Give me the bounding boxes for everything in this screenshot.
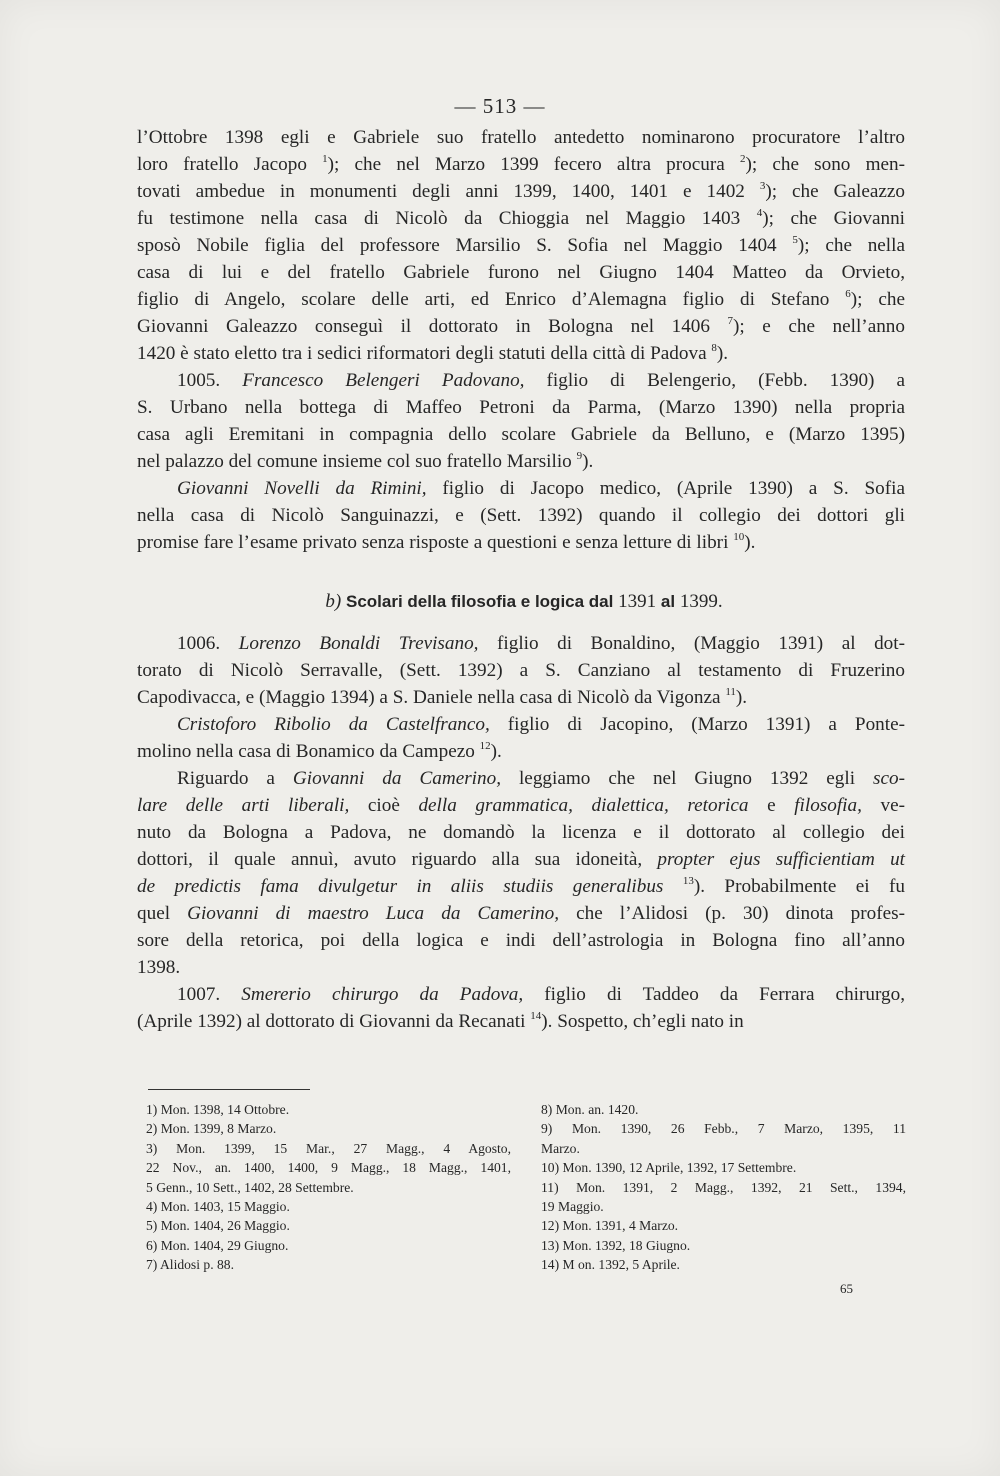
italic-text: Giovanni di maestro Luca da Camerino, [187,903,560,924]
footnote: 9) Mon. 1390, 26 Febb., 7 Marzo, 1395, 11 [541,1121,906,1137]
paragraph-1005 [137,367,905,475]
text-line: 1007. Smererio chirurgo da Padova, figlio di Taddeo da Ferrara chirurgo, [177,984,906,1005]
footnote-ref: 13 [682,875,694,887]
footnote: 2) Mon. 1399, 8 Marzo. [146,1121,277,1137]
text-line: quel Giovanni di maestro Luca da Camerino, che l’Alidosi (p. 30) dinota profes- [137,903,905,924]
footnote-ref: 7 [727,315,734,327]
footnote: 13) Mon. 1392, 18 Giugno. [541,1237,691,1253]
text-line: promise fare l’esame privato senza risposte a questioni e senza letture di libri $^{10}$). [137,531,756,553]
footnote-ref: 1 [322,153,328,165]
paragraph-giovanni-novelli [137,475,905,556]
footnote-ref: 6 [845,288,851,300]
footnote: 5 Genn., 10 Sett., 1402, 28 Settembre. [146,1179,354,1195]
text-line: nella casa di Nicolò Sanguinazzi, e (Sett. 1392) quando il collegio dei dottori gli [137,505,905,526]
spacer [137,556,905,583]
footnote-ref: 2 [739,153,746,165]
footnote: 5) Mon. 1404, 26 Maggio. [146,1218,290,1234]
text-line: torato di Nicolò Serravalle, (Sett. 1392) a S. Canziano al testamento di Fruzerino [137,660,905,681]
text-line: Giovanni Galeazzo conseguì il dottorato in Bologna nel 1406 $^7$); e che nell’anno [137,315,905,337]
italic-text: lare delle arti liberali, [137,795,350,816]
footnote: 4) Mon. 1403, 15 Maggio. [146,1199,290,1215]
italic-text: Smererio chirurgo da Padova, [241,984,524,1005]
footnote-rule [148,1089,310,1090]
spacer [137,620,905,630]
paragraph-cristoforo-ribolio [137,711,905,765]
text-line: nuto da Bologna a Padova, ne domandò la licenza e il dottorato al collegio dei [137,822,905,843]
italic-text: Francesco Belengeri Padovano, [242,370,525,391]
footnote: 7) Alidosi p. 88. [146,1257,234,1273]
text-line: figlio di Angelo, scolare delle arti, ed Enrico d’Alemagna figlio di Stefano $^6$); che [137,288,905,310]
footnote-ref: 5 [792,234,798,246]
footnote-ref: 4 [756,207,763,219]
text-line: dottori, il quale annuì, avuto riguardo alla sua idoneità, propter ejus sufficientiam ut [137,849,905,870]
footnote: Marzo. [541,1140,580,1156]
footnotes-right [541,1100,906,1275]
text-line: nel palazzo del comune insieme col suo fratello Marsilio $^9$). [137,450,594,472]
footnote-ref: 9 [576,450,583,462]
italic-text: propter ejus sufficientiam ut [657,849,905,870]
italic-text: Lorenzo Bonaldi Trevisano, [238,633,479,654]
text-line: Cristoforo Ribolio da Castelfranco, figlio di Jacopino, (Marzo 1391) a Ponte- [177,714,905,735]
text-line: lare delle arti liberali, cioè della grammatica, dialettica, retorica e filosofia, ve- [137,795,905,816]
footnote: 6) Mon. 1404, 29 Giugno. [146,1237,289,1253]
text-line: sore della retorica, poi della logica e indi dell’astrologia in Bologna fino all’anno [137,930,905,951]
text-line: 1398. [137,957,181,978]
main-text [137,124,905,1035]
paragraph-1006 [137,630,905,711]
text-line: 1005. Francesco Belengeri Padovano, figlio di Belengerio, (Febb. 1390) a [177,370,906,391]
italic-text: Giovanni da Camerino, [292,768,501,789]
text-line: (Aprile 1392) al dottorato di Giovanni da Recanati $^{14}$). Sospetto, ch’egli nato in [137,1010,744,1032]
bold-text: al [660,592,676,611]
footnote: 10) Mon. 1390, 12 Aprile, 1392, 17 Settembre. [541,1160,797,1176]
footnote: 3) Mon. 1399, 15 Mar., 27 Magg., 4 Agosto, [146,1140,511,1156]
text-line: casa di lui e del fratello Gabriele furono nel Giugno 1404 Matteo da Orvieto, [137,262,905,283]
footnote: 8) Mon. an. 1420. [541,1102,639,1117]
page-number: — 513 — [454,94,546,118]
footnote: 14) M on. 1392, 5 Aprile. [541,1257,680,1273]
text-line: Capodivacca, e (Maggio 1394) a S. Daniele nella casa di Nicolò da Vigonza $^{11}$). [137,686,748,708]
section-heading: b) Scolari della filosofia e logica dal 1391 al 1399. [325,591,723,612]
text-line: fu testimone nella casa di Nicolò da Chioggia nel Maggio 1403 $^4$); che Giovanni [137,207,905,229]
footnote: 22 Nov., an. 1400, 1400, 9 Magg., 18 Magg., 1401, [146,1160,511,1176]
footnote: 1) Mon. 1398, 14 Ottobre. [146,1102,290,1117]
text-line: Giovanni Novelli da Rimini, figlio di Jacopo medico, (Aprile 1390) a S. Sofia [177,478,905,499]
footnote-ref: 8 [711,342,717,354]
italic-text: sco- [873,768,905,789]
text-line: Riguardo a Giovanni da Camerino, leggiamo che nel Giugno 1392 egli sco- [177,768,905,789]
footnote: 11) Mon. 1391, 2 Magg., 1392, 21 Sett., 1394, [541,1179,906,1195]
footnote-ref: 10 [733,531,745,543]
text-line: l’Ottobre 1398 egli e Gabriele suo fratello antedetto nominarono procuratore l’altro [137,127,905,148]
text-line: molino nella casa di Bonamico da Campezo $^{12}$). [137,740,502,762]
italic-text: Cristoforo Ribolio da Castelfranco, [177,714,490,735]
footnote-ref: 3 [759,180,766,192]
footnote: 19 Maggio. [541,1199,604,1215]
italic-text: Giovanni Novelli da Rimini, [177,478,427,499]
footnotes-left [146,1100,511,1275]
paragraph-1007 [137,981,905,1035]
signature-mark: 65 [840,1281,853,1296]
text-line: tovati ambedue in monumenti degli anni 1399, 1400, 1401 e 1402 $^3$); che Galeazzo [137,180,905,202]
italic-text: b) [325,591,342,612]
text-line: S. Urbano nella bottega di Maffeo Petroni da Parma, (Marzo 1390) nella propria [137,397,905,418]
text-line: 1006. Lorenzo Bonaldi Trevisano, figlio di Bonaldino, (Maggio 1391) al dot- [177,633,905,654]
italic-text: de predictis fama divulgetur in aliis studiis generalibus [137,876,664,897]
footnote-ref: 14 [530,1010,542,1022]
bold-text: Scolari della filosofia e logica dal [346,592,614,611]
text-line: sposò Nobile figlia del professore Marsilio S. Sofia nel Maggio 1404 $^5$); che nella [137,234,905,256]
italic-text: della grammatica, dialettica, retorica [418,795,749,816]
footnote-ref: 12 [479,740,491,752]
text-line: casa agli Eremitani in compagnia dello scolare Gabriele da Belluno, e (Marzo 1395) [137,424,905,445]
footnote-ref: 11 [725,686,736,698]
text-line: de predictis fama divulgetur in aliis studiis generalibus $^{13}$). Probabilmente ei fu [137,875,906,897]
paragraph-giovanni-da-camerino [137,765,905,981]
text-line: 1420 è stato eletto tra i sedici riformatori degli statuti della città di Padova $^8$). [137,342,729,364]
text-line: loro fratello Jacopo $^1$); che nel Marzo 1399 fecero altra procura $^2$); che sono men- [137,153,905,175]
footnote: 12) Mon. 1391, 4 Marzo. [541,1218,679,1234]
italic-text: filosofia, [794,795,862,816]
paragraph-1 [137,124,905,367]
